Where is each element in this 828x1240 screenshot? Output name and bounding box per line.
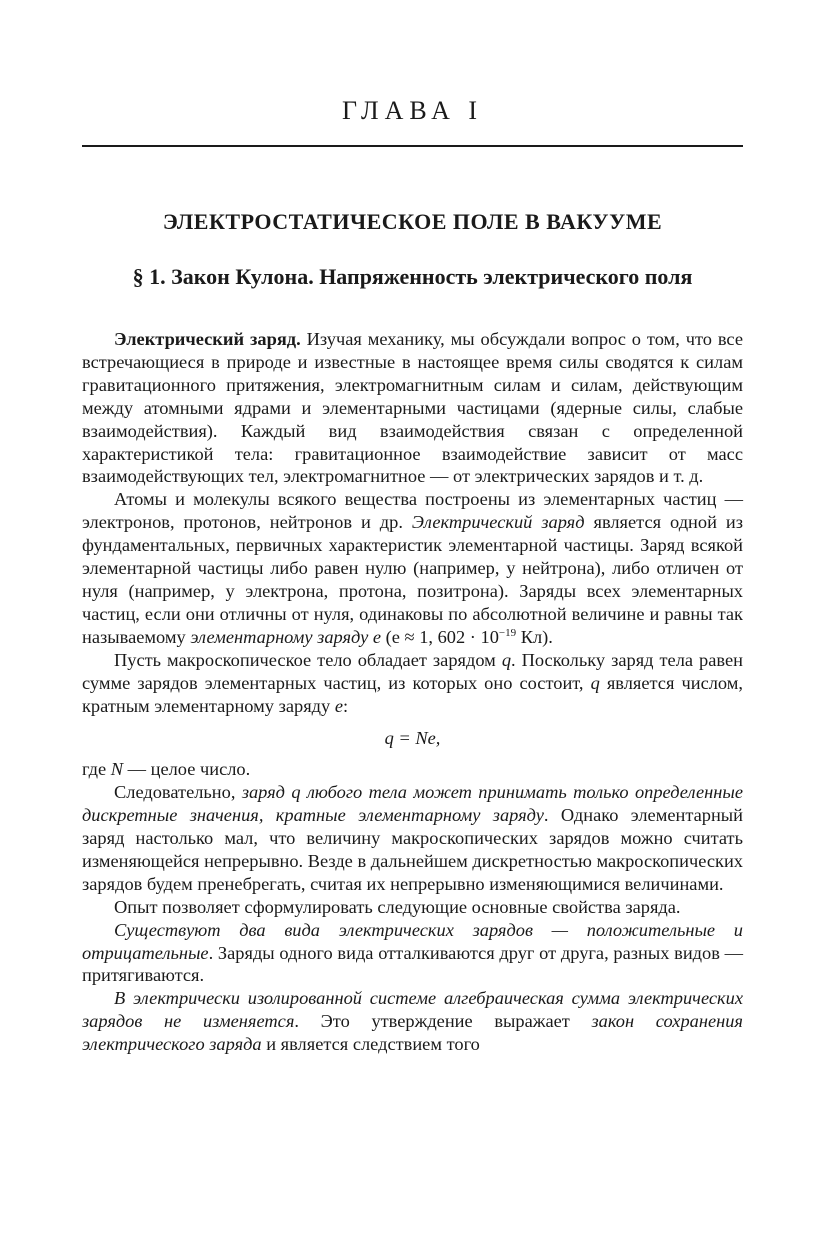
text-run: (e ≈ 1, 602 · 10: [381, 626, 499, 647]
text-run: является одной из фундаментальных, первичных характеристик элементарной частицы. Заряд всякой элементарной частицы либо равен нулю (например, у нейтрона), либо отличен от нуля (например, у электрона, протона, позитрона). Заряды всех элементарных частиц, если они отличны от нуля, одинаковы по абсолютной величине и равны так называемому: [82, 512, 744, 647]
text-run: . Это утверждение выражает: [294, 1011, 592, 1032]
paragraph: [82, 987, 743, 1056]
text-run: является числом, кратным элементарному заряду: [82, 672, 743, 716]
text-run: :: [342, 695, 349, 716]
emphasis: заряд q любого тела может принимать только определенные дискретные значения, кратные элементарному заряду: [82, 782, 743, 826]
variable: q: [590, 672, 600, 693]
text-run: где: [82, 759, 111, 780]
text-run: . Поскольку заряд тела равен сумме зарядов элементарных частиц, из которых оно состоит,: [82, 649, 743, 693]
term: Электрический заряд: [411, 512, 585, 533]
paragraph-lead: Электрический заряд.: [114, 329, 301, 349]
chapter-title: ЭЛЕКТРОСТАТИЧЕСКОЕ ПОЛЕ В ВАКУУМЕ: [162, 209, 663, 234]
paragraph: [82, 328, 743, 488]
text-run: . Заряды одного вида отталкиваются друг от друга, разных видов — притягиваются.: [82, 942, 743, 986]
text-run: Атомы и молекулы всякого вещества построены из элементарных частиц — электронов, протонов, нейтронов и др.: [82, 489, 743, 533]
paragraph: [82, 919, 743, 988]
emphasis: Существуют два вида электрических зарядов — положительные и отрицательные: [82, 919, 743, 963]
text-run: Опыт позволяет сформулировать следующие основные свойства заряда.: [114, 896, 681, 917]
variable: N: [110, 759, 124, 780]
paragraph: [82, 781, 743, 896]
body-text: [82, 328, 743, 1056]
formula-text: q = Ne,: [384, 728, 441, 749]
section-title: § 1. Закон Кулона. Напряженность электрического поля: [132, 264, 693, 289]
variable: e: [334, 695, 343, 716]
chapter-rule: [82, 145, 743, 147]
variable: q: [501, 649, 512, 670]
text-run: — целое число.: [123, 759, 251, 780]
text-run: Изучая механику, мы обсуждали вопрос о том, что все встречающиеся в природе и известные в настоящее время силы сводятся к силам гравитационного притяжения, электромагнитным силам и силам, действующим между атомными ядрами и элементарными частицами (ядерные силы, слабые взаимодействия). Каждый вид взаимодействия связан с определенной характеристикой тела: гравитационное взаимодействие зависит от масс взаимодействующих тел, электромагнитное — от электрических зарядов и т. д.: [82, 329, 743, 487]
emphasis: закон сохранения электрического заряда: [82, 1011, 743, 1055]
chapter-heading: ГЛАВА I: [341, 96, 484, 125]
term: элементарному заряду e: [190, 626, 382, 647]
text-run: и является следствием того: [261, 1034, 480, 1055]
text-run: Следовательно,: [114, 782, 242, 803]
paragraph: [82, 649, 743, 718]
emphasis: В электрически изолированной системе алгебраическая сумма электрических зарядов не изменяется: [82, 988, 743, 1032]
paragraph: [82, 488, 743, 648]
text-run: Кл).: [516, 626, 553, 647]
exponent: −19: [498, 626, 517, 639]
text-run: Пусть макроскопическое тело обладает зарядом: [114, 649, 502, 670]
paragraph: [82, 896, 743, 919]
paragraph: [82, 758, 743, 781]
formula: [82, 727, 743, 750]
text-run: . Однако элементарный заряд настолько мал, что величину макроскопических зарядов можно считать изменяющейся непрерывно. Везде в дальнейшем дискретностью макроскопических зарядов будем пренебрегать, считая их непрерывно изменяющимися величинами.: [82, 805, 743, 894]
